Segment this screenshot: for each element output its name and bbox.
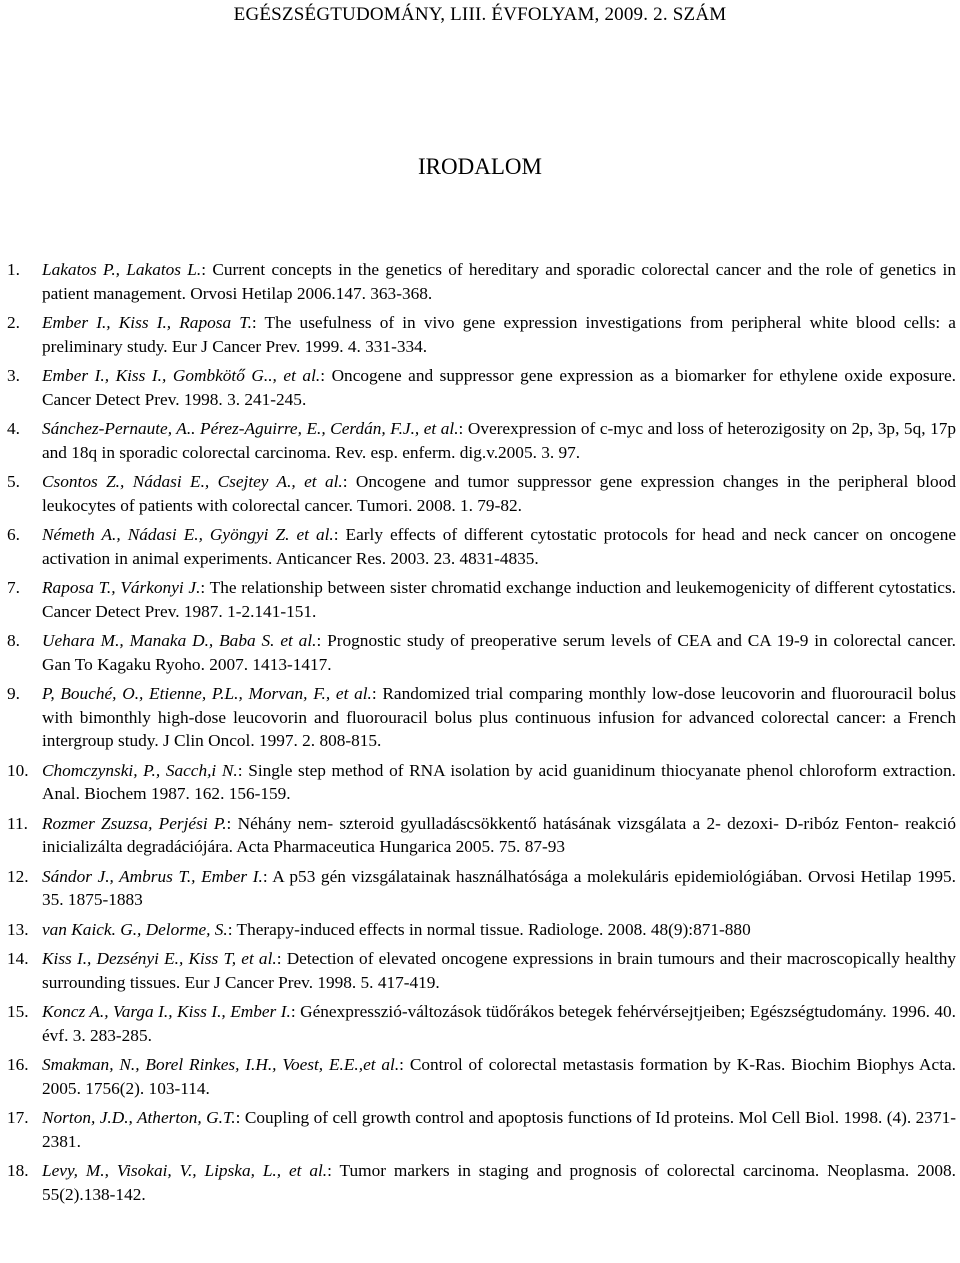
reference-body <box>42 258 956 305</box>
reference-item <box>0 470 960 517</box>
reference-body <box>42 523 956 570</box>
reference-number: 12. <box>7 866 29 886</box>
reference-citation: Oncogene and suppressor gene expression as a biomarker for ethylene oxide exposure. Cancer Detect Prev. 1998. 3. 241-245. <box>42 366 956 409</box>
reference-citation: Oncogene and tumor suppressor gene expression changes in the peripheral blood leukocytes of patients with colorectal cancer. Tumori. 2008. 1. 79-82. <box>42 472 956 515</box>
reference-separator: : <box>226 813 232 833</box>
reference-item <box>0 682 960 753</box>
reference-separator: : <box>201 260 207 279</box>
reference-authors: Rozmer Zsuzsa, Perjési P. <box>42 813 227 833</box>
reference-item <box>0 947 960 994</box>
reference-separator: : <box>458 419 464 438</box>
reference-number: 1. <box>7 260 20 279</box>
reference-authors: Norton, J.D., Atherton, G.T. <box>42 1108 236 1127</box>
reference-number: 16. <box>7 1055 29 1074</box>
reference-item <box>0 311 960 358</box>
reference-authors: Csontos Z., Nádasi E., Csejtey A., et al. <box>42 472 343 491</box>
reference-body <box>42 865 956 912</box>
reference-authors: Sánchez-Pernaute, A.. Pérez-Aguirre, E., Cerdán, F.J., et al. <box>42 419 459 438</box>
reference-item <box>0 759 960 806</box>
reference-item <box>0 1053 960 1100</box>
reference-body <box>42 682 956 753</box>
reference-number: 10. <box>7 760 29 780</box>
reference-item <box>0 1106 960 1153</box>
reference-citation: Génexpresszió-változások tüdőrákos betegek fehérvérsejtjeiben; Egészségtudomány. 1996. 40. évf. 3. 283-285. <box>42 1002 956 1045</box>
reference-authors: van Kaick. G., Delorme, S. <box>42 919 228 939</box>
reference-citation: A p53 gén vizsgálatainak használhatósága a molekuláris epidemiológiában. Orvosi Hetilap 1995. 35. 1875-1883 <box>42 866 956 909</box>
reference-item <box>0 364 960 411</box>
reference-item <box>0 812 960 859</box>
reference-authors: Chomczynski, P., Sacch,i N. <box>42 760 238 780</box>
reference-number: 9. <box>7 684 20 703</box>
reference-authors: P, Bouché, O., Etienne, P.L., Morvan, F., et al. <box>42 684 372 703</box>
reference-number: 2. <box>7 313 20 332</box>
reference-number: 7. <box>7 578 20 597</box>
reference-citation: Coupling of cell growth control and apoptosis functions of Id proteins. Mol Cell Biol. 1998. (4). 2371-2381. <box>42 1108 956 1151</box>
reference-number: 6. <box>7 525 20 544</box>
reference-item <box>0 629 960 676</box>
reference-number: 3. <box>7 366 20 385</box>
reference-body <box>42 1159 956 1206</box>
reference-separator: : <box>333 525 339 544</box>
reference-separator: : <box>316 631 322 650</box>
reference-citation: Overexpression of c-myc and loss of heterozigosity on 2p, 3p, 5q, 17p and 18q in sporadic colorectal carcinoma. Rev. esp. enferm. dig.v.2005. 3. 97. <box>42 419 956 462</box>
reference-authors: Raposa T., Várkonyi J. <box>42 578 201 597</box>
reference-body <box>42 364 956 411</box>
reference-separator: : <box>262 866 268 886</box>
reference-authors: Smakman, N., Borel Rinkes, I.H., Voest, E.E.,et al. <box>42 1055 400 1074</box>
reference-separator: : <box>237 760 243 780</box>
reference-separator: : <box>342 472 348 491</box>
reference-number: 13. <box>7 919 29 939</box>
reference-separator: : <box>200 578 206 597</box>
reference-body <box>42 417 956 464</box>
reference-item <box>0 576 960 623</box>
reference-separator: : <box>276 949 282 968</box>
reference-separator: : <box>399 1055 404 1074</box>
reference-body <box>42 1053 956 1100</box>
reference-number: 17. <box>7 1108 29 1127</box>
reference-item <box>0 918 960 942</box>
reference-citation: Current concepts in the genetics of hereditary and sporadic colorectal cancer and the role of genetics in patient management. Orvosi Hetilap 2006.147. 363-368. <box>42 260 956 303</box>
reference-item <box>0 258 960 305</box>
reference-number: 5. <box>7 472 20 491</box>
reference-number: 11. <box>7 813 28 833</box>
reference-separator: : <box>251 313 257 332</box>
reference-body <box>42 470 956 517</box>
reference-citation: Early effects of different cytostatic protocols for head and neck cancer on oncogene activation in animal experiments. Anticancer Res. 2003. 23. 4831-4835. <box>42 525 956 568</box>
reference-citation: Randomized trial comparing monthly low-dose leucovorin and fluorouracil bolus with bimonthly high-dose leucovorin and fluorouracil bolus plus continuous infusion for advanced colorectal cancer: a French intergroup study. J Clin Oncol. 1997. 2. 808-815. <box>42 684 956 750</box>
reference-citation: Néhány nem- szteroid gyulladáscsökkentő hatásának vizsgálata a 2- dezoxi- D-ribóz Fenton- reakció inicializálta degradációjára. Acta Pharmaceutica Hungarica 2005. 75. 87-93 <box>42 813 956 856</box>
reference-body <box>42 759 956 806</box>
reference-body <box>42 1000 956 1047</box>
reference-body <box>42 576 956 623</box>
reference-citation: Tumor markers in staging and prognosis of colorectal carcinoma. Neoplasma. 2008. 55(2).138-142. <box>42 1161 956 1204</box>
reference-body <box>42 812 956 859</box>
reference-body <box>42 629 956 676</box>
reference-citation: Therapy-induced effects in normal tissue. Radiologe. 2008. 48(9):871-880 <box>232 919 751 939</box>
reference-item <box>0 417 960 464</box>
reference-body <box>42 311 956 358</box>
reference-separator: : <box>227 919 233 939</box>
reference-body <box>42 947 956 994</box>
reference-item <box>0 865 960 912</box>
reference-item <box>0 523 960 570</box>
reference-authors: Koncz A., Varga I., Kiss I., Ember I. <box>42 1002 291 1021</box>
reference-separator: : <box>320 366 326 385</box>
reference-item <box>0 1000 960 1047</box>
reference-citation: Prognostic study of preoperative serum levels of CEA and CA 19-9 in colorectal cancer. Gan To Kagaku Ryoho. 2007. 1413-1417. <box>42 631 957 674</box>
reference-number: 15. <box>7 1002 29 1021</box>
reference-body <box>42 1106 956 1153</box>
reference-citation: Single step method of RNA isolation by acid guanidinum thiocyanate phenol chloroform extraction. Anal. Biochem 1987. 162. 156-159. <box>42 760 956 803</box>
reference-authors: Ember I., Kiss I., Gombkötő G.., et al. <box>42 366 321 385</box>
reference-separator: : <box>327 1161 332 1180</box>
reference-separator: : <box>235 1108 241 1127</box>
running-header: EGÉSZSÉGTUDOMÁNY, LIII. ÉVFOLYAM, 2009. 2. SZÁM <box>233 4 727 25</box>
reference-citation: Detection of elevated oncogene expressions in brain tumours and their macroscopically healthy surrounding tissues. Eur J Cancer Prev. 1998. 5. 417-419. <box>42 949 957 992</box>
reference-authors: Levy, M., Visokai, V., Lipska, L., et al. <box>42 1161 328 1180</box>
reference-number: 8. <box>7 631 20 650</box>
section-title: IRODALOM <box>418 154 542 179</box>
reference-item <box>0 1159 960 1206</box>
reference-citation: The relationship between sister chromatid exchange induction and leukemogenicity of different cytostatics. Cancer Detect Prev. 1987. 1-2.141-151. <box>42 578 956 621</box>
reference-separator: : <box>290 1002 296 1021</box>
reference-authors: Uehara M., Manaka D., Baba S. et al. <box>42 631 317 650</box>
reference-separator: : <box>371 684 377 703</box>
reference-authors: Kiss I., Dezsényi E., Kiss T, et al. <box>42 949 277 968</box>
reference-authors: Lakatos P., Lakatos L. <box>42 260 202 279</box>
reference-body <box>42 918 956 942</box>
reference-number: 4. <box>7 419 20 438</box>
reference-number: 18. <box>7 1161 29 1180</box>
reference-authors: Sándor J., Ambrus T., Ember I. <box>42 866 263 886</box>
reference-authors: Ember I., Kiss I., Raposa T. <box>42 313 252 332</box>
reference-citation: The usefulness of in vivo gene expression investigations from peripheral white blood cells: a preliminary study. Eur J Cancer Prev. 1999. 4. 331-334. <box>42 313 956 356</box>
reference-number: 14. <box>7 949 29 968</box>
reference-authors: Németh A., Nádasi E., Gyöngyi Z. et al. <box>42 525 334 544</box>
reference-citation: Control of colorectal metastasis formation by K-Ras. Biochim Biophys Acta. 2005. 1756(2). 103-114. <box>42 1055 957 1098</box>
reference-list <box>0 258 960 1212</box>
